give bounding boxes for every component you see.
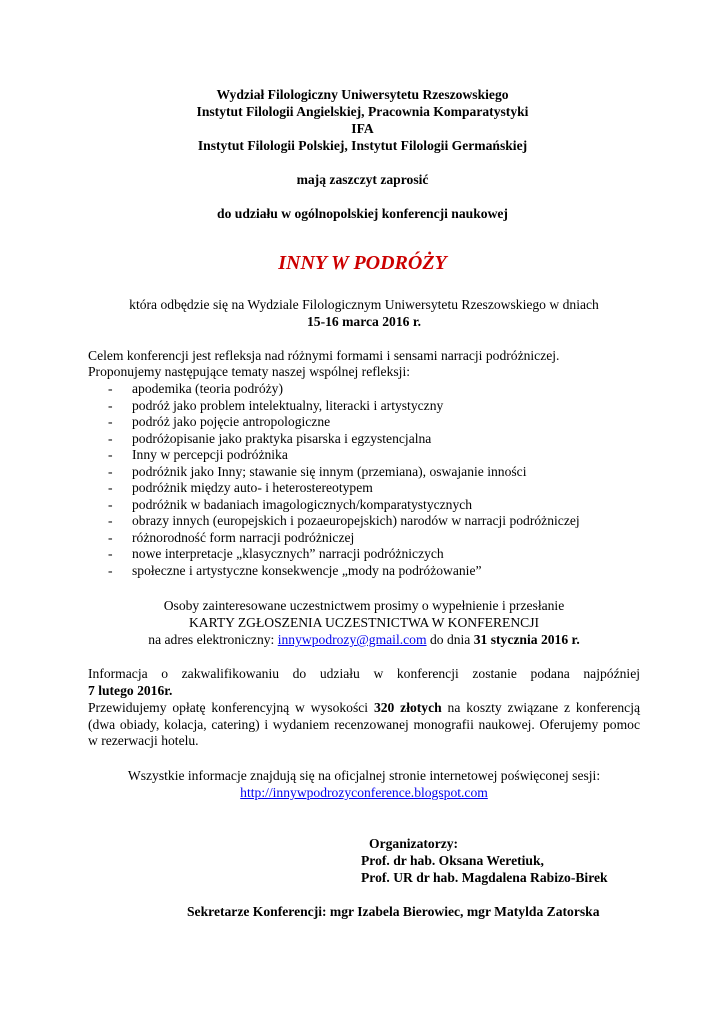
topic-dash: - <box>108 480 113 495</box>
topic-item <box>108 563 640 580</box>
header-ifa: IFA <box>351 121 374 136</box>
organizer-2: Prof. UR dr hab. Magdalena Rabizo-Birek <box>361 870 608 885</box>
topic-dash: - <box>108 529 113 545</box>
topic-item <box>108 464 640 481</box>
conference-dates: 15-16 marca 2016 r. <box>306 314 422 329</box>
topic-item <box>108 431 640 448</box>
topic-dash: - <box>108 562 113 578</box>
topic-text: społeczne i artystyczne konsekwencje „mody na podróżowanie” <box>132 562 482 578</box>
topics-list <box>108 381 640 579</box>
topic-dash: - <box>108 414 113 429</box>
topic-dash: - <box>108 430 113 446</box>
topic-text: podróżopisanie jako praktyka pisarska i egzystencjalna <box>132 430 432 446</box>
topic-item <box>108 381 640 398</box>
application-request: Osoby zainteresowane uczestnictwem prosimy o wypełnienie i przesłanie <box>163 598 565 613</box>
organizers-label: Organizatorzy: <box>369 836 459 851</box>
website-url-line <box>88 785 640 802</box>
topic-item <box>108 530 640 547</box>
intro-topics-lead: Proponujemy następujące tematy naszej wspólnej refleksji: <box>88 364 411 379</box>
topic-text: obrazy innych (europejskich i pozaeuropejskich) narodów w narracji podróżniczej <box>132 513 580 528</box>
topic-dash: - <box>108 381 113 396</box>
application-form-name: KARTY ZGŁOSZENIA UCZESTNICTWA W KONFERENCJI <box>188 615 540 630</box>
topic-text: apodemika (teoria podróży) <box>132 381 283 396</box>
topic-text: różnorodność form narracji podróżniczej <box>132 529 355 545</box>
deadline-date: 31 stycznia 2016 r. <box>473 632 580 647</box>
secretaries-line: Sekretarze Konferencji: mgr Izabela Bierowiec, mgr Matylda Zatorska <box>187 904 600 919</box>
fee-paragraph <box>88 700 640 750</box>
topic-text: podróżnik w badaniach imagologicznych/komparatystycznych <box>132 496 473 512</box>
website-text: Wszystkie informacje znajdują się na oficjalnej stronie internetowej poświęconej sesji: <box>127 768 601 783</box>
website-link[interactable]: http://innywpodrozyconference.blogspot.com <box>240 785 488 800</box>
fee-amount: 320 złotych <box>373 700 442 715</box>
fee-suffix: na koszty związane z konferencją (dwa obiady, kolacja, catering) i wydaniem recenzowanej monografii naukowej. Oferujemy pomoc w rezerwacji hotelu. <box>88 700 640 748</box>
fee-prefix: Przewidujemy opłatę konferencyjną w wysokości <box>88 700 374 715</box>
header-institute-english: Instytut Filologii Angielskiej, Pracownia Komparatystyki <box>196 104 529 119</box>
topic-item <box>108 546 640 563</box>
topic-text: podróżnik jako Inny; stawanie się innym (przemiana), oswajanie inności <box>132 463 527 479</box>
topic-item <box>108 398 640 415</box>
conference-title: INNY W PODRÓŻY <box>278 252 447 274</box>
intro-aim: Celem konferencji jest refleksja nad różnymi formami i sensami narracji podróżniczej. <box>88 348 560 363</box>
venue-text: która odbędzie się na Wydziale Filologicznym Uniwersytetu Rzeszowskiego w dniach <box>129 297 599 312</box>
topic-text: podróżnik między auto- i heterostereotypem <box>132 480 373 495</box>
topic-item <box>108 513 640 530</box>
topic-text: Inny w percepcji podróżnika <box>132 447 288 462</box>
topic-text: nowe interpretacje „klasycznych” narracji podróżniczych <box>132 546 444 561</box>
invite-line: mają zaszczyt zaprosić <box>296 172 429 187</box>
topic-dash: - <box>108 463 113 479</box>
header-institute-polish-german: Instytut Filologii Polskiej, Instytut Filologii Germańskiej <box>197 138 528 153</box>
topic-text: podróż jako problem intelektualny, literacki i artystyczny <box>132 397 444 413</box>
qualification-date: 7 lutego 2016r. <box>88 683 173 698</box>
participation-line: do udziału w ogólnopolskiej konferencji naukowej <box>217 206 508 221</box>
header-faculty: Wydział Filologiczny Uniwersytetu Rzeszowskiego <box>216 87 509 102</box>
address-prefix: na adres elektroniczny: <box>148 632 278 647</box>
email-link[interactable]: innywpodrozy@gmail.com <box>277 632 427 647</box>
topic-dash: - <box>108 546 113 561</box>
topic-item <box>108 497 640 514</box>
topic-item <box>108 447 640 464</box>
topic-text: podróż jako pojęcie antropologiczne <box>132 414 331 429</box>
organizer-1: Prof. dr hab. Oksana Weretiuk, <box>361 853 544 868</box>
topic-item <box>108 414 640 431</box>
topic-dash: - <box>108 397 113 413</box>
topic-dash: - <box>108 496 113 512</box>
topic-item <box>108 480 640 497</box>
application-address-line <box>88 632 640 649</box>
qualification-text: Informacja o zakwalifikowaniu do udziału w konferencji zostanie podana najpóźniej <box>88 666 640 681</box>
topic-dash: - <box>108 447 113 462</box>
deadline-prefix: do dnia <box>426 632 474 647</box>
topic-dash: - <box>108 513 113 528</box>
